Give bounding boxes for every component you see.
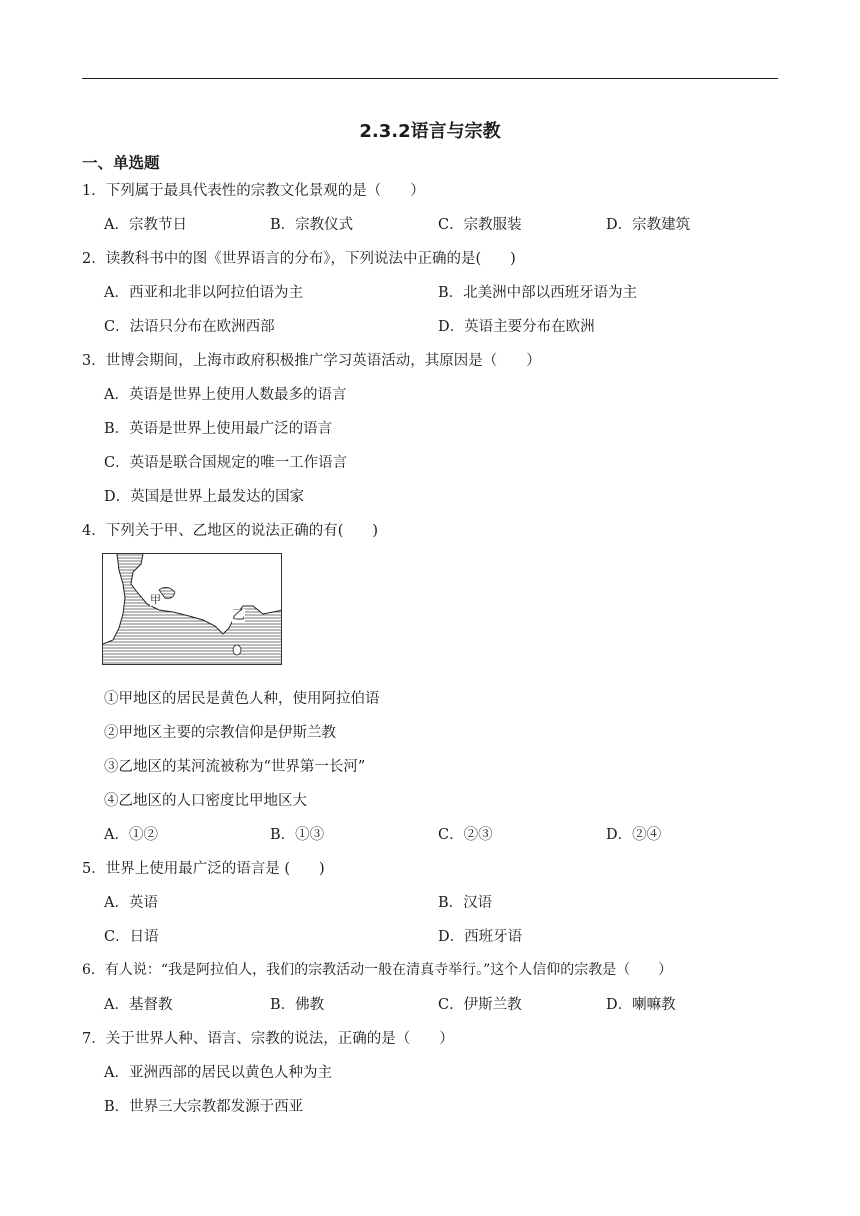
q4-statement-3: ③乙地区的某河流被称为“世界第一长河”: [104, 759, 366, 775]
q2-option-a[interactable]: A．西亚和北非以阿拉伯语为主: [104, 285, 303, 301]
q2-option-d[interactable]: D．英语主要分布在欧洲: [438, 319, 595, 335]
q3-option-c[interactable]: C．英语是联合国规定的唯一工作语言: [104, 455, 348, 471]
question-7-stem: 7．关于世界人种、语言、宗教的说法，正确的是（ ）: [82, 1031, 454, 1047]
q1-option-c[interactable]: C．宗教服装: [438, 217, 522, 233]
q6-option-d[interactable]: D．喇嘛教: [606, 997, 676, 1013]
question-6-stem: 6．有人说：“我是阿拉伯人，我们的宗教活动一般在清真寺举行。”这个人信仰的宗教是（ ）: [82, 962, 673, 978]
q1-option-b[interactable]: B．宗教仪式: [270, 217, 354, 233]
q4-option-a[interactable]: A．①②: [104, 827, 158, 843]
q5-option-b[interactable]: B．汉语: [438, 895, 493, 911]
q6-option-a[interactable]: A．基督教: [104, 997, 173, 1013]
q4-statement-2: ②甲地区主要的宗教信仰是伊斯兰教: [104, 725, 336, 741]
q4-option-d[interactable]: D．②④: [606, 827, 662, 843]
map-label-yi: 乙: [232, 608, 246, 623]
question-1-stem: 1．下列属于最具代表性的宗教文化景观的是（ ）: [82, 183, 425, 199]
q4-statement-4: ④乙地区的人口密度比甲地区大: [104, 793, 307, 809]
region-map: [102, 553, 282, 665]
question-5-stem: 5．世界上使用最广泛的语言是 ( ): [82, 861, 325, 877]
q4-option-b[interactable]: B．①③: [270, 827, 325, 843]
q5-option-c[interactable]: C．日语: [104, 929, 159, 945]
q3-option-b[interactable]: B．英语是世界上使用最广泛的语言: [104, 421, 333, 437]
q2-option-b[interactable]: B．北美洲中部以西班牙语为主: [438, 285, 638, 301]
q4-option-c[interactable]: C．②③: [438, 827, 493, 843]
section-heading: 一、单选题: [82, 154, 160, 172]
q3-option-a[interactable]: A．英语是世界上使用人数最多的语言: [104, 387, 347, 403]
question-4-stem: 4．下列关于甲、乙地区的说法正确的有( ): [82, 523, 379, 539]
q6-option-c[interactable]: C．伊斯兰教: [438, 997, 522, 1013]
question-3-stem: 3．世博会期间，上海市政府积极推广学习英语活动，其原因是（ ）: [82, 353, 541, 369]
q1-option-d[interactable]: D．宗教建筑: [606, 217, 691, 233]
map-label-jia: 甲: [150, 593, 161, 606]
q5-option-a[interactable]: A．英语: [104, 895, 158, 911]
q5-option-d[interactable]: D．西班牙语: [438, 929, 523, 945]
q2-option-c[interactable]: C．法语只分布在欧洲西部: [104, 319, 275, 335]
header-rule: [82, 78, 778, 79]
q4-statement-1: ①甲地区的居民是黄色人种，使用阿拉伯语: [104, 691, 380, 707]
question-2-stem: 2．读教科书中的图《世界语言的分布》，下列说法中正确的是( ): [82, 251, 516, 267]
q3-option-d[interactable]: D．英国是世界上最发达的国家: [104, 489, 305, 505]
page-title: 2.3.2语言与宗教: [359, 121, 501, 142]
q1-option-a[interactable]: A．宗教节日: [104, 217, 187, 233]
q7-option-b[interactable]: B．世界三大宗教都发源于西亚: [104, 1099, 304, 1115]
q6-option-b[interactable]: B．佛教: [270, 997, 325, 1013]
q7-option-a[interactable]: A．亚洲西部的居民以黄色人种为主: [104, 1065, 332, 1081]
